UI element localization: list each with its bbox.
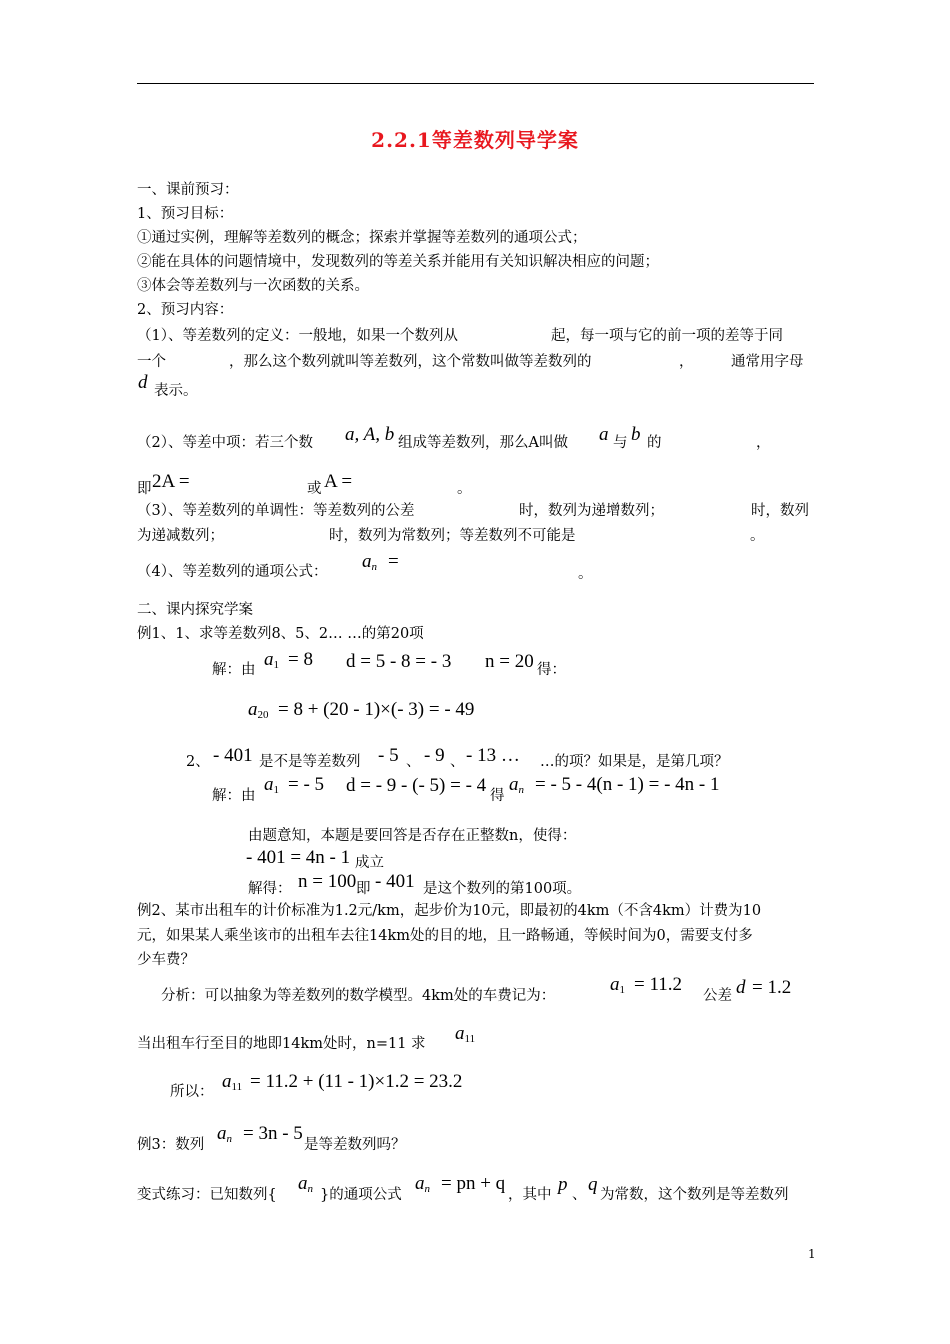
definition-text-4: ，那么这个数列就叫等差数列，这个常数叫做等差数列的 bbox=[229, 354, 592, 370]
math-an-4 bbox=[298, 1174, 313, 1199]
mean-text-2: 组成等差数列，那么A叫做 bbox=[398, 435, 568, 451]
math-n-subscript: n bbox=[424, 1183, 430, 1195]
preview-goals-heading: 1、预习目标： bbox=[137, 206, 234, 222]
math-a-symbol: a bbox=[264, 774, 274, 795]
math-a-symbol: a bbox=[264, 649, 274, 670]
math-a1-11-2: = 11.2 bbox=[634, 974, 683, 995]
math-neg-401: - 401 bbox=[213, 745, 253, 766]
math-11-subscript: 11 bbox=[464, 1033, 476, 1045]
example-3-label: 例3：数列 bbox=[137, 1137, 205, 1153]
sep-1: 、 bbox=[406, 754, 421, 770]
math-d-value-2: d = - 9 - (- 5) = - 4 bbox=[346, 775, 487, 796]
math-equation: - 401 = 4n - 1 bbox=[246, 847, 351, 868]
definition-comma: ， bbox=[679, 354, 694, 370]
mono-text-3: 时，数列 bbox=[751, 503, 809, 519]
goal-1: ①通过实例，理解等差数列的概念；探索并掌握等差数列的通项公式； bbox=[137, 230, 587, 246]
mono-text-1: （3）、等差数列的单调性：等差数列的公差 bbox=[137, 503, 415, 519]
definition-text-6: 表示。 bbox=[154, 383, 198, 399]
math-a1-2 bbox=[264, 775, 279, 800]
math-a11-2 bbox=[222, 1072, 242, 1097]
math-q: q bbox=[588, 1174, 598, 1195]
math-neg-13: - 13 … bbox=[466, 745, 520, 766]
math-neg-401-2: - 401 bbox=[375, 871, 415, 892]
example-1-2-number: 2、 bbox=[186, 754, 210, 770]
definition-text-2: 起，每一项与它的前一项的差等于同 bbox=[551, 328, 783, 344]
math-result-a20: = 8 + (20 - 1)×(- 3) = - 49 bbox=[278, 699, 475, 720]
mean-text-4: 的 bbox=[647, 435, 662, 451]
math-a1-3 bbox=[610, 975, 625, 1000]
solution-2-text: 由题意知，本题是要回答是否存在正整数n，使得： bbox=[248, 828, 577, 844]
solution-2-get: 得 bbox=[490, 788, 505, 804]
math-a-A-b: a, A, b bbox=[345, 424, 395, 445]
example-2-line-1: 例2、某市出租车的计价标准为1.2元/km，起步价为10元，即最初的4km（不含4km）计费为10 bbox=[137, 903, 762, 919]
general-term-text: （4）、等差数列的通项公式： bbox=[137, 564, 328, 580]
mean-period: 。 bbox=[457, 481, 472, 497]
solution-1-label: 解：由 bbox=[212, 662, 256, 678]
goal-2: ②能在具体的问题情境中，发现数列的等差关系并能用有关知识解决相应的问题； bbox=[137, 254, 659, 270]
math-3n-5: = 3n - 5 bbox=[243, 1123, 303, 1144]
definition-text-5: 通常用字母 bbox=[731, 354, 804, 370]
variant-text-3: ，其中 bbox=[508, 1187, 552, 1203]
variant-sep: 、 bbox=[572, 1187, 587, 1203]
math-b: b bbox=[631, 424, 641, 445]
math-1-subscript: 1 bbox=[273, 659, 279, 671]
math-A: A = bbox=[324, 471, 353, 492]
math-n-20: n = 20 bbox=[485, 651, 534, 672]
definition-text-1: （1）、等差数列的定义：一般地，如果一个数列从 bbox=[137, 328, 458, 344]
document-title: 2.2.1等差数列导学案 bbox=[371, 128, 579, 152]
math-20-subscript: 20 bbox=[257, 709, 269, 721]
math-a-symbol: a bbox=[298, 1173, 308, 1194]
math-p: p bbox=[558, 1174, 568, 1195]
math-2A: 2A = bbox=[152, 471, 190, 492]
math-1-subscript: 1 bbox=[619, 984, 625, 996]
math-d-1-2: = 1.2 bbox=[752, 977, 792, 998]
math-a-symbol: a bbox=[509, 774, 519, 795]
example-1-1: 例1、1、求等差数列8、5、2… …的第20项 bbox=[137, 626, 424, 642]
math-an bbox=[362, 552, 377, 577]
math-a11-result: = 11.2 + (11 - 1)×1.2 = 23.2 bbox=[250, 1071, 463, 1092]
math-eq-8: = 8 bbox=[288, 649, 313, 670]
solution-2-conclusion: 是这个数列的第100项。 bbox=[423, 881, 582, 897]
math-a1 bbox=[264, 650, 279, 675]
variant-text-1: 变式练习：已知数列{ bbox=[137, 1187, 277, 1203]
math-a1-value: = - 5 bbox=[288, 774, 325, 795]
solution-2-ie: 即 bbox=[356, 881, 371, 897]
math-n-subscript: n bbox=[371, 561, 377, 573]
example-1-2-text-1: 是不是等差数列 bbox=[259, 754, 361, 770]
analysis-common-diff: 公差 bbox=[703, 988, 732, 1004]
therefore-label: 所以： bbox=[170, 1084, 214, 1100]
variant-text-4: 为常数，这个数列是等差数列 bbox=[600, 1187, 789, 1203]
math-a-symbol: a bbox=[415, 1173, 425, 1194]
page-number: 1 bbox=[808, 1247, 816, 1261]
math-a20 bbox=[248, 700, 269, 725]
math-a-symbol: a bbox=[455, 1023, 465, 1044]
example-2-line-3: 少车费？ bbox=[137, 952, 195, 968]
math-a-symbol: a bbox=[610, 974, 620, 995]
math-1-subscript: 1 bbox=[273, 784, 279, 796]
variant-text-2: }的通项公式 bbox=[320, 1187, 402, 1203]
math-equals: = bbox=[388, 551, 399, 572]
mean-text-5: 即 bbox=[137, 481, 152, 497]
math-11-subscript: 11 bbox=[231, 1081, 243, 1093]
math-n-subscript: n bbox=[518, 784, 524, 796]
math-n-100: n = 100 bbox=[298, 871, 357, 892]
math-n-subscript: n bbox=[307, 1183, 313, 1195]
header-rule bbox=[137, 83, 814, 84]
math-an-5 bbox=[415, 1174, 430, 1199]
solution-2-holds: 成立 bbox=[355, 855, 384, 871]
math-a-symbol: a bbox=[362, 551, 372, 572]
general-term-period: 。 bbox=[578, 566, 593, 582]
math-d-value: d = 5 - 8 = - 3 bbox=[346, 651, 452, 672]
example-3-question: 是等差数列吗？ bbox=[304, 1137, 406, 1153]
mono-period: 。 bbox=[750, 528, 765, 544]
math-neg-5: - 5 bbox=[378, 745, 399, 766]
math-a-symbol: a bbox=[248, 699, 258, 720]
destination-text: 当出租车行至目的地即14km处时，n=11 求 bbox=[137, 1036, 426, 1052]
section-explore-heading: 二、课内探究学案 bbox=[137, 602, 253, 618]
math-pn-q: = pn + q bbox=[441, 1173, 506, 1194]
mono-text-5: 时，数列为常数列；等差数列不可能是 bbox=[329, 528, 576, 544]
mean-text-6: 或 bbox=[307, 481, 322, 497]
sep-2: 、 bbox=[450, 754, 465, 770]
math-a-symbol: a bbox=[217, 1123, 227, 1144]
math-an-2 bbox=[509, 775, 524, 800]
math-neg-9: - 9 bbox=[424, 745, 445, 766]
math-an-3 bbox=[217, 1124, 232, 1149]
solution-2-label: 解：由 bbox=[212, 788, 256, 804]
math-d-2: d bbox=[736, 977, 746, 998]
solution-2-solve: 解得： bbox=[248, 881, 292, 897]
math-a: a bbox=[599, 424, 609, 445]
example-2-line-2: 元，如果某人乘坐该市的出租车去往14km处的目的地，且一路畅通，等候时间为0，需要支付多 bbox=[137, 928, 753, 944]
definition-text-3: 一个 bbox=[137, 354, 166, 370]
analysis-text: 分析：可以抽象为等差数列的数学模型。4km处的车费记为： bbox=[161, 988, 556, 1004]
mean-text-3: 与 bbox=[613, 435, 628, 451]
mean-text-1: （2）、等差中项：若三个数 bbox=[137, 435, 313, 451]
math-an-formula: = - 5 - 4(n - 1) = - 4n - 1 bbox=[535, 774, 720, 795]
math-d: d bbox=[138, 372, 148, 393]
math-n-subscript: n bbox=[226, 1133, 232, 1145]
preview-content-heading: 2、预习内容： bbox=[137, 302, 234, 318]
example-1-2-text-2: …的项？如果是，是第几项？ bbox=[540, 754, 729, 770]
solution-1-get: 得： bbox=[537, 662, 566, 678]
section-preview-heading: 一、课前预习： bbox=[137, 182, 239, 198]
goal-3: ③体会等差数列与一次函数的关系。 bbox=[137, 278, 369, 294]
mono-text-2: 时，数列为递增数列； bbox=[519, 503, 664, 519]
mean-comma: ， bbox=[756, 435, 771, 451]
math-a-symbol: a bbox=[222, 1071, 232, 1092]
mono-text-4: 为递减数列； bbox=[137, 528, 224, 544]
math-a11 bbox=[455, 1024, 475, 1049]
